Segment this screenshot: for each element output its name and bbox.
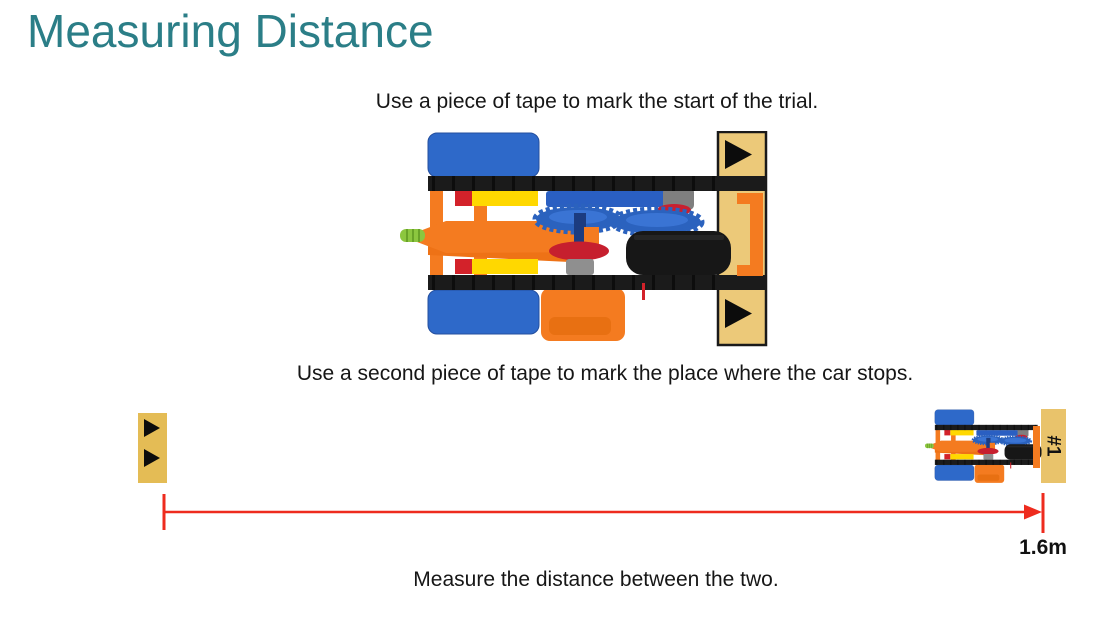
caption-step3: Measure the distance between the two. <box>413 568 779 591</box>
caption-step2: Use a second piece of tape to mark the place where the car stops. <box>296 362 914 385</box>
frame-bar-over-tape <box>718 176 766 191</box>
page-title: Measuring Distance <box>27 5 434 57</box>
finish-tape-label: #1 <box>1042 435 1064 457</box>
distance-label: 1.6m <box>1019 536 1067 559</box>
arrowhead-right-icon <box>1024 505 1042 520</box>
measurement-arrow <box>130 490 1050 536</box>
car-at-finish-illustration <box>925 409 1067 485</box>
frame-bar-over-tape <box>718 275 766 290</box>
car-at-start-illustration <box>400 131 768 347</box>
toy-car-top-view-small <box>925 410 1042 483</box>
front-bumper-bracket <box>1033 426 1040 468</box>
start-tape-marker <box>138 413 167 483</box>
caption-step1: Use a piece of tape to mark the start of the trial. <box>375 90 819 113</box>
toy-car-top-view <box>400 133 731 341</box>
